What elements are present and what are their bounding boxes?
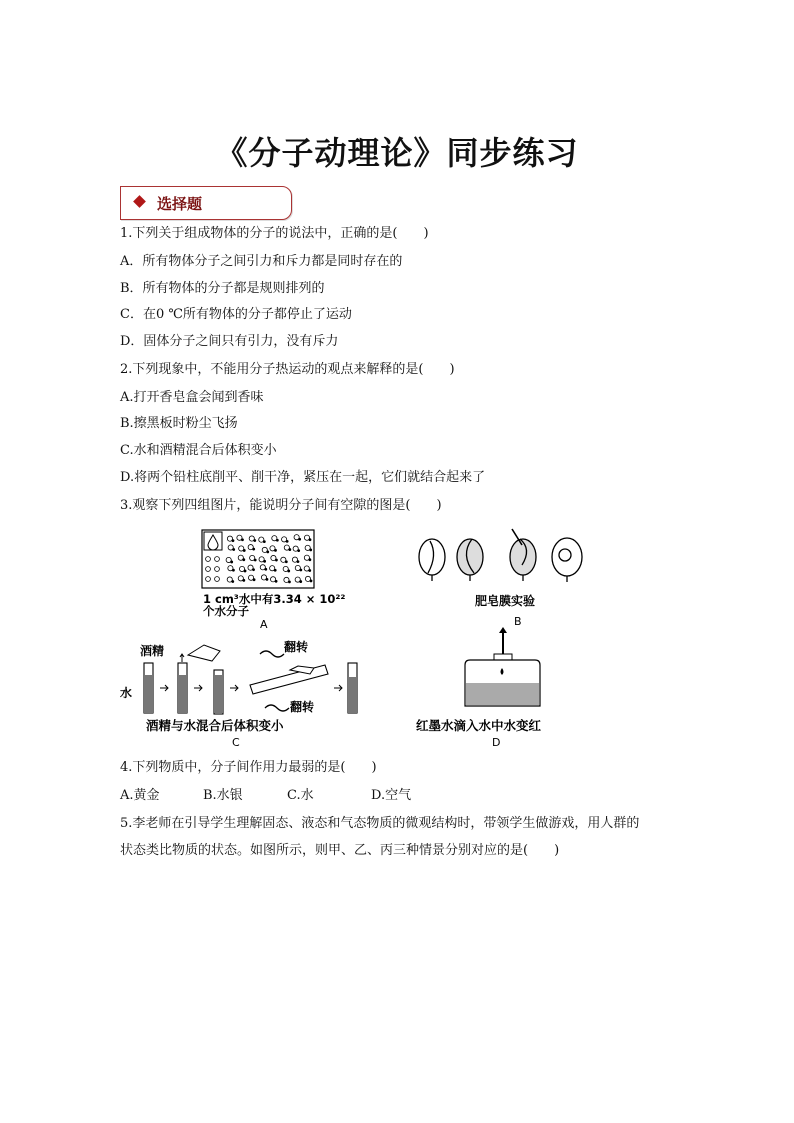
molecule-atom — [288, 581, 291, 584]
molecule-atom — [275, 580, 278, 583]
molecule-atom — [253, 578, 256, 581]
molecule-atom — [232, 569, 235, 572]
q4-option-d: D.空气 — [371, 788, 412, 803]
q2-option-c: C.水和酒精混合后体积变小 — [120, 443, 277, 458]
panel-d-caption: 红墨水滴入水中水变红 — [416, 718, 542, 733]
panel-b-caption: 肥皂膜实验 — [475, 594, 536, 608]
q3-figure — [120, 525, 600, 750]
arrow-2-icon — [194, 685, 202, 691]
q4-options — [120, 787, 520, 805]
panel-c-caption: 酒精与水混合后体积变小 — [146, 718, 284, 733]
q1-option-b: B．所有物体的分子都是规则排列的 — [120, 281, 325, 296]
molecule-atom — [274, 569, 277, 572]
panel-a — [202, 530, 345, 631]
molecule-atom — [244, 570, 247, 573]
q1-option-c: C．在0 ℃所有物体的分子都停止了运动 — [120, 307, 352, 322]
page-title: 《分子动理论》同步练习 — [215, 134, 579, 172]
molecule-atom — [241, 538, 244, 541]
molecule-atom — [266, 578, 269, 581]
thread-loop — [559, 549, 571, 561]
panel-c — [120, 639, 357, 749]
q1-stem: 1.下列关于组成物体的分子的说法中，正确的是( ) — [120, 226, 429, 241]
beaker-pouring — [188, 645, 220, 661]
bottle-water — [466, 683, 539, 705]
panel-a-caption-1: 1 cm³水中有3.34 × 10²² — [203, 592, 346, 606]
panel-c-label-water: 水 — [120, 686, 133, 700]
q4-stem: 4.下列物质中，分子间作用力最弱的是( ) — [120, 760, 377, 775]
molecule-atom — [276, 539, 279, 542]
arrow-up-icon — [180, 654, 184, 662]
molecule — [206, 567, 211, 572]
molecule — [215, 567, 220, 572]
thread-1 — [428, 541, 434, 573]
panel-c-label-flip-top: 翻转 — [284, 640, 309, 654]
tube-flipped — [250, 665, 328, 694]
molecule-atom — [263, 540, 266, 543]
panel-c-label-alcohol: 酒精 — [140, 644, 165, 658]
q5-stem-line-2: 状态类比物质的状态。如图所示，则甲、乙、丙三种情景分别对应的是( ) — [120, 843, 560, 858]
diamond-icon — [133, 195, 146, 208]
q3-stem: 3.观察下列四组图片，能说明分子间有空隙的图是( ) — [120, 498, 442, 513]
section-badge — [120, 186, 292, 220]
molecule-atom — [242, 579, 245, 582]
soap-ring-3 — [510, 539, 536, 575]
molecule-atom — [308, 569, 311, 572]
q2-option-b: B.擦黑板时粉尘飞扬 — [120, 416, 238, 431]
molecule-atom — [232, 548, 235, 551]
flip-arrow-top-icon — [260, 651, 284, 657]
panel-d — [416, 627, 542, 749]
dropper-bulb — [499, 627, 507, 633]
panel-a-letter: A — [260, 618, 268, 631]
molecule-atom — [263, 560, 266, 563]
molecule-atom — [310, 580, 313, 583]
molecule-atom — [287, 570, 290, 573]
molecule — [215, 577, 220, 582]
arrow-1-icon — [160, 685, 168, 691]
tube-3-mix — [214, 675, 223, 713]
molecule-atom — [252, 568, 255, 571]
panel-b-letter: B — [514, 615, 522, 628]
molecule-atom — [264, 568, 267, 571]
molecule — [206, 557, 211, 562]
molecule-atom — [266, 551, 269, 554]
molecule-atom — [297, 549, 300, 552]
molecule-atom — [232, 539, 235, 542]
panel-d-letter: D — [492, 736, 501, 749]
molecule-atom — [299, 580, 302, 583]
flip-arrow-bottom-icon — [265, 705, 289, 711]
panel-b — [419, 529, 582, 582]
molecule — [215, 557, 220, 562]
q5-stem-line-1: 5.李老师在引导学生理解固态、液态和气态物质的微观结构时，带领学生做游戏，用人群的 — [120, 816, 640, 831]
molecule-atom — [243, 549, 246, 552]
panel-c-letter: C — [232, 736, 240, 749]
arrow-3-icon — [230, 685, 238, 691]
molecule — [206, 577, 211, 582]
q1-option-a: A．所有物体分子之间引力和斥力都是同时存在的 — [120, 254, 403, 269]
molecule-atom — [252, 548, 255, 551]
molecule-atom — [309, 538, 312, 541]
q1-option-d: D．固体分子之间只有引力，没有斥力 — [120, 334, 339, 349]
section-label: 选择题 — [157, 195, 203, 213]
molecule-atom — [309, 548, 312, 551]
molecule-atom — [286, 540, 289, 543]
molecule-atom — [285, 560, 288, 563]
molecule-atom — [230, 561, 233, 564]
molecule-atom — [297, 560, 300, 563]
molecule-atom — [274, 549, 277, 552]
q2-stem: 2.下列现象中，不能用分子热运动的观点来解释的是( ) — [120, 362, 455, 377]
molecule-atom — [253, 539, 256, 542]
molecule-atom — [299, 569, 302, 572]
molecule-atom — [254, 559, 257, 562]
q4-option-a: A.黄金 — [120, 788, 160, 803]
q2-option-a: A.打开香皂盒会闻到香味 — [120, 390, 264, 405]
tube-2-water — [178, 675, 187, 713]
q4-option-b: B.水银 — [203, 788, 243, 803]
panel-a-caption-2: 个水分子 — [203, 604, 249, 618]
q4-option-c: C.水 — [287, 788, 314, 803]
molecule-atom — [231, 580, 234, 583]
soap-ring-2 — [457, 539, 483, 575]
tube-4-mix — [348, 677, 357, 713]
soap-ring-4 — [552, 538, 582, 576]
molecule-atom — [275, 559, 278, 562]
panel-c-label-flip-bottom: 翻转 — [290, 700, 315, 714]
molecule-atom — [242, 558, 245, 561]
molecule-atom — [288, 548, 291, 551]
arrow-4-icon — [334, 685, 342, 691]
hand — [290, 666, 314, 674]
q2-option-d: D.将两个铅柱底削平、削干净，紧压在一起，它们就结合起来了 — [120, 470, 486, 485]
molecule-atom — [298, 538, 301, 541]
molecule-atom — [308, 558, 311, 561]
tube-1-water — [144, 675, 153, 713]
